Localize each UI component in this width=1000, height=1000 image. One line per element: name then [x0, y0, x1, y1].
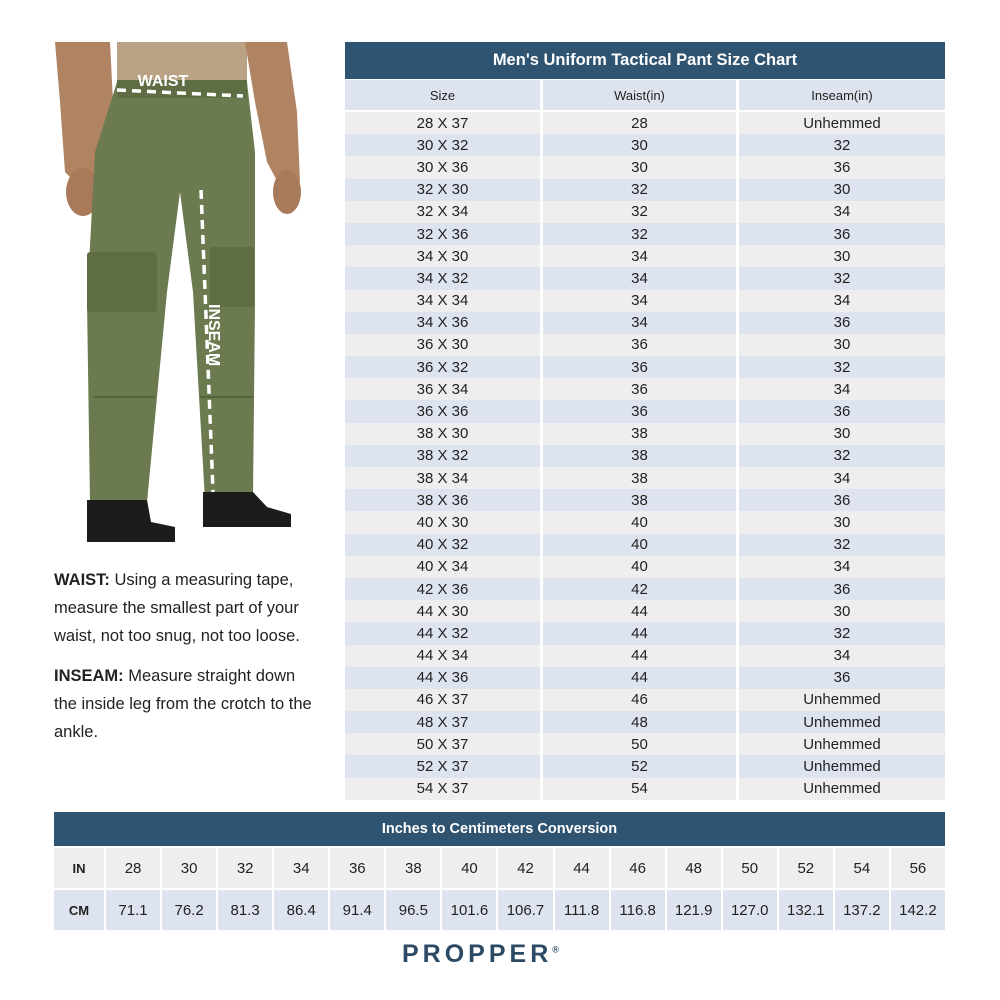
left-boot — [87, 500, 175, 542]
cell-waist: 32 — [543, 179, 736, 201]
cell-inseam: 30 — [739, 179, 945, 201]
table-row — [345, 156, 945, 178]
pant-illustration — [55, 42, 305, 552]
cm-value: 127.0 — [723, 890, 777, 930]
cell-waist: 34 — [543, 312, 736, 334]
cell-inseam: 32 — [739, 445, 945, 467]
table-row — [345, 556, 945, 578]
inches-row — [54, 848, 945, 888]
table-row — [345, 267, 945, 289]
size-chart-title: Men's Uniform Tactical Pant Size Chart — [345, 42, 945, 79]
table-row — [345, 312, 945, 334]
waist-text: Using a measuring tape, measure the smallest part of your waist, not too snug, not too loose. — [54, 571, 300, 645]
cell-inseam: Unhemmed — [739, 778, 945, 800]
cell-size: 52 X 37 — [345, 755, 540, 777]
cell-waist: 40 — [543, 556, 736, 578]
inch-value: 34 — [274, 848, 328, 888]
table-row — [345, 356, 945, 378]
table-row — [345, 445, 945, 467]
cell-inseam: 30 — [739, 423, 945, 445]
cell-size: 36 X 34 — [345, 378, 540, 400]
cm-value: 132.1 — [779, 890, 833, 930]
table-row — [345, 733, 945, 755]
cell-size: 44 X 32 — [345, 622, 540, 644]
cell-inseam: 32 — [739, 356, 945, 378]
cell-size: 38 X 34 — [345, 467, 540, 489]
cell-size: 50 X 37 — [345, 733, 540, 755]
cell-waist: 36 — [543, 400, 736, 422]
cell-inseam: 30 — [739, 600, 945, 622]
conversion-title: Inches to Centimeters Conversion — [54, 812, 945, 846]
cell-waist: 34 — [543, 290, 736, 312]
table-row — [345, 223, 945, 245]
table-row — [345, 534, 945, 556]
cm-value: 142.2 — [891, 890, 945, 930]
table-row — [345, 711, 945, 733]
cell-size: 36 X 36 — [345, 400, 540, 422]
inch-value: 32 — [218, 848, 272, 888]
cell-size: 32 X 36 — [345, 223, 540, 245]
inseam-text: Measure straight down the inside leg from the crotch to the ankle. — [54, 667, 312, 741]
table-row — [345, 578, 945, 600]
inch-value: 40 — [442, 848, 496, 888]
cell-inseam: 36 — [739, 223, 945, 245]
table-row — [345, 201, 945, 223]
cell-inseam: Unhemmed — [739, 755, 945, 777]
cell-inseam: 36 — [739, 312, 945, 334]
cm-value: 91.4 — [330, 890, 384, 930]
cell-size: 32 X 30 — [345, 179, 540, 201]
table-row — [345, 645, 945, 667]
cm-value: 101.6 — [442, 890, 496, 930]
cm-value: 111.8 — [555, 890, 609, 930]
inch-value: 54 — [835, 848, 889, 888]
cm-value: 81.3 — [218, 890, 272, 930]
cell-waist: 40 — [543, 534, 736, 556]
cell-size: 32 X 34 — [345, 201, 540, 223]
header-waist: Waist(in) — [543, 80, 736, 110]
inch-value: 36 — [330, 848, 384, 888]
cell-size: 44 X 36 — [345, 667, 540, 689]
propper-logo — [402, 940, 559, 969]
cell-inseam: 34 — [739, 556, 945, 578]
cell-waist: 32 — [543, 223, 736, 245]
conversion-table — [54, 812, 945, 930]
cell-waist: 44 — [543, 600, 736, 622]
cargo-pocket-left — [87, 252, 157, 312]
cell-inseam: 32 — [739, 134, 945, 156]
cell-size: 44 X 30 — [345, 600, 540, 622]
cell-size: 28 X 37 — [345, 112, 540, 134]
right-hand — [273, 170, 301, 214]
cell-size: 36 X 30 — [345, 334, 540, 356]
cm-value: 137.2 — [835, 890, 889, 930]
cm-value: 86.4 — [274, 890, 328, 930]
cell-waist: 34 — [543, 267, 736, 289]
cell-size: 38 X 32 — [345, 445, 540, 467]
header-size: Size — [345, 80, 540, 110]
table-row — [345, 467, 945, 489]
table-row — [345, 179, 945, 201]
cell-size: 34 X 32 — [345, 267, 540, 289]
cell-waist: 38 — [543, 489, 736, 511]
cell-size: 40 X 32 — [345, 534, 540, 556]
inch-value: 28 — [106, 848, 160, 888]
cell-waist: 44 — [543, 645, 736, 667]
model-wearing-pants-image — [55, 42, 305, 552]
registered-mark: ® — [552, 944, 559, 955]
table-row — [345, 423, 945, 445]
cell-waist: 44 — [543, 622, 736, 644]
cell-inseam: 34 — [739, 378, 945, 400]
cell-size: 30 X 36 — [345, 156, 540, 178]
cell-inseam: 30 — [739, 334, 945, 356]
inch-value: 48 — [667, 848, 721, 888]
cell-waist: 54 — [543, 778, 736, 800]
cell-waist: 50 — [543, 733, 736, 755]
cm-value: 116.8 — [611, 890, 665, 930]
cell-size: 42 X 36 — [345, 578, 540, 600]
centimeters-row — [54, 890, 945, 930]
cm-value: 121.9 — [667, 890, 721, 930]
cell-waist: 32 — [543, 201, 736, 223]
table-row — [345, 378, 945, 400]
table-row — [345, 334, 945, 356]
waist-heading: WAIST: — [54, 571, 110, 589]
cell-inseam: Unhemmed — [739, 689, 945, 711]
inseam-heading: INSEAM: — [54, 667, 124, 685]
cell-waist: 36 — [543, 334, 736, 356]
cell-waist: 44 — [543, 667, 736, 689]
table-row — [345, 622, 945, 644]
centimeters-row-label: CM — [54, 890, 104, 930]
table-row — [345, 400, 945, 422]
cell-inseam: 34 — [739, 201, 945, 223]
cell-inseam: Unhemmed — [739, 112, 945, 134]
header-inseam: Inseam(in) — [739, 80, 945, 110]
cell-waist: 52 — [543, 755, 736, 777]
size-chart-header — [345, 80, 945, 110]
inch-value: 50 — [723, 848, 777, 888]
cell-size: 36 X 32 — [345, 356, 540, 378]
cargo-pocket-right — [210, 247, 254, 307]
cm-value: 76.2 — [162, 890, 216, 930]
cell-size: 44 X 34 — [345, 645, 540, 667]
cell-inseam: 36 — [739, 489, 945, 511]
cell-waist: 34 — [543, 245, 736, 267]
cell-inseam: 36 — [739, 156, 945, 178]
size-chart-table — [345, 42, 945, 800]
inch-value: 42 — [498, 848, 552, 888]
cell-inseam: Unhemmed — [739, 733, 945, 755]
inch-value: 44 — [555, 848, 609, 888]
cell-inseam: 34 — [739, 645, 945, 667]
inch-value: 52 — [779, 848, 833, 888]
cell-inseam: 36 — [739, 400, 945, 422]
cell-waist: 40 — [543, 511, 736, 533]
cm-value: 71.1 — [106, 890, 160, 930]
cell-waist: 38 — [543, 445, 736, 467]
cell-size: 38 X 36 — [345, 489, 540, 511]
waist-instruction — [54, 566, 319, 650]
cell-size: 48 X 37 — [345, 711, 540, 733]
inch-value: 30 — [162, 848, 216, 888]
table-row — [345, 755, 945, 777]
table-row — [345, 778, 945, 800]
cell-inseam: 32 — [739, 622, 945, 644]
cell-waist: 36 — [543, 356, 736, 378]
table-row — [345, 489, 945, 511]
cell-size: 40 X 30 — [345, 511, 540, 533]
measuring-instructions — [54, 566, 319, 758]
cell-waist: 48 — [543, 711, 736, 733]
cell-waist: 30 — [543, 156, 736, 178]
cell-waist: 38 — [543, 467, 736, 489]
size-chart-rows — [345, 112, 945, 800]
cell-waist: 38 — [543, 423, 736, 445]
cell-waist: 28 — [543, 112, 736, 134]
cell-size: 54 X 37 — [345, 778, 540, 800]
cell-waist: 42 — [543, 578, 736, 600]
table-row — [345, 600, 945, 622]
cell-inseam: 30 — [739, 245, 945, 267]
inches-row-label: IN — [54, 848, 104, 888]
table-row — [345, 290, 945, 312]
cell-inseam: Unhemmed — [739, 711, 945, 733]
cell-size: 40 X 34 — [345, 556, 540, 578]
inch-value: 46 — [611, 848, 665, 888]
right-boot — [203, 492, 291, 527]
cell-size: 38 X 30 — [345, 423, 540, 445]
cell-inseam: 34 — [739, 467, 945, 489]
table-row — [345, 134, 945, 156]
inseam-label: INSEAM — [205, 304, 222, 367]
table-row — [345, 511, 945, 533]
inseam-instruction — [54, 662, 319, 746]
inch-value: 56 — [891, 848, 945, 888]
cell-inseam: 36 — [739, 667, 945, 689]
table-row — [345, 689, 945, 711]
cell-size: 34 X 30 — [345, 245, 540, 267]
cell-inseam: 34 — [739, 290, 945, 312]
waist-label: WAIST — [137, 73, 189, 90]
cm-value: 106.7 — [498, 890, 552, 930]
cell-size: 34 X 36 — [345, 312, 540, 334]
cell-inseam: 32 — [739, 267, 945, 289]
cm-value: 96.5 — [386, 890, 440, 930]
cell-inseam: 30 — [739, 511, 945, 533]
cell-size: 34 X 34 — [345, 290, 540, 312]
inch-value: 38 — [386, 848, 440, 888]
cell-waist: 46 — [543, 689, 736, 711]
cell-inseam: 32 — [739, 534, 945, 556]
logo-text: PROPPER — [402, 940, 553, 968]
table-row — [345, 112, 945, 134]
table-row — [345, 245, 945, 267]
cell-size: 30 X 32 — [345, 134, 540, 156]
cell-waist: 30 — [543, 134, 736, 156]
cell-waist: 36 — [543, 378, 736, 400]
cell-inseam: 36 — [739, 578, 945, 600]
table-row — [345, 667, 945, 689]
cell-size: 46 X 37 — [345, 689, 540, 711]
